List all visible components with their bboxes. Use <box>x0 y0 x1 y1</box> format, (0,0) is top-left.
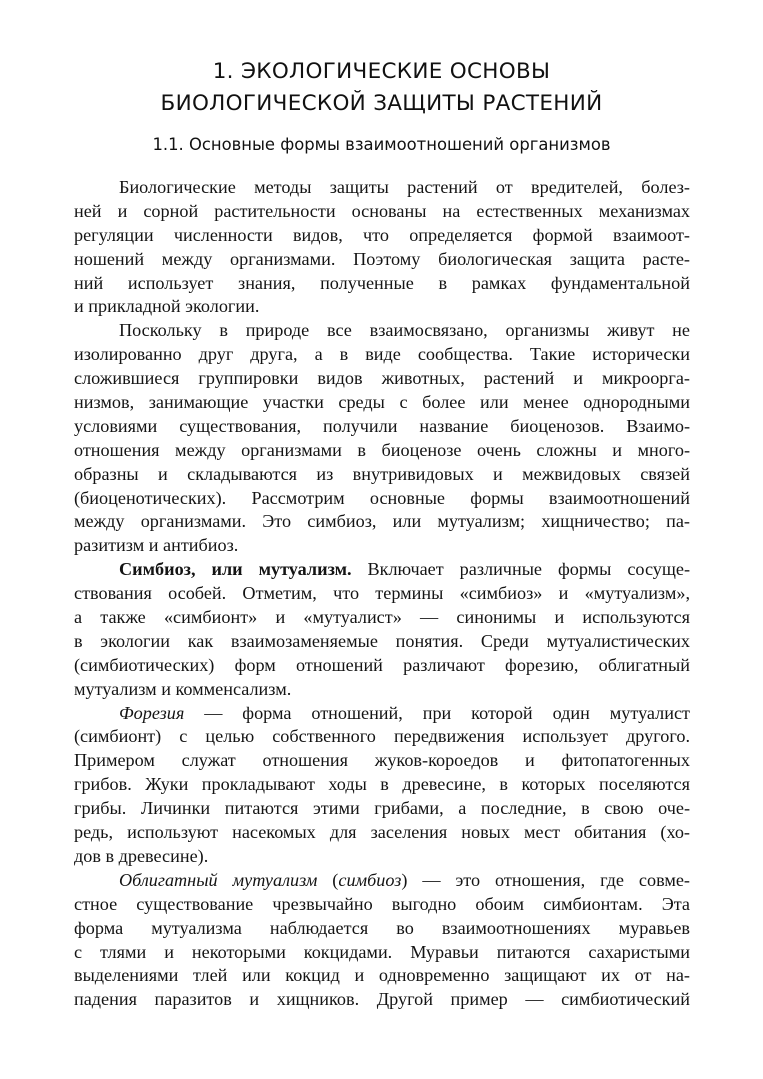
text-line: ствования особей. Отметим, что термины «симбиоз» и «мутуализм», <box>74 583 690 604</box>
text-line: (симбиотических) форм отношений различают форезию, облигатный <box>74 654 690 675</box>
chapter-title-line-1: 1. ЭКОЛОГИЧЕСКИЕ ОСНОВЫ <box>212 59 551 84</box>
text-line: ношений между организмами. Поэтому биологическая защита расте- <box>74 248 690 269</box>
text-line: ней и сорной растительности основаны на естественных механизмах <box>74 200 690 221</box>
text-line: (биоценотических). Рассмотрим основные формы взаимоотношений <box>74 487 690 508</box>
text-line: разитизм и антибиоз. <box>74 535 239 556</box>
text-line: изолированно друг друга, а в виде сообщества. Такие исторически <box>74 344 690 365</box>
text-line: условиями существования, получили название биоценозов. Взаимо- <box>74 415 690 436</box>
text-line: отношения между организмами в биоценозе очень сложны и много- <box>74 439 690 460</box>
text-run: Включает различные формы сосуще- <box>351 559 691 580</box>
text-line: дов в древесине). <box>74 845 209 866</box>
body-text <box>74 176 690 1012</box>
text-line <box>74 869 690 893</box>
text-line: (симбионт) с целью собственного передвижения использует другого. <box>74 726 690 747</box>
text-line: между организмами. Это симбиоз, или мутуализм; хищничество; па- <box>74 511 690 532</box>
text-line: а также «симбионт» и «мутуалист» — синонимы и используются <box>74 607 690 628</box>
text-run: ) — это отношения, где совме- <box>401 869 690 890</box>
text-line: и прикладной экологии. <box>74 296 260 317</box>
text-run: ( <box>317 869 339 890</box>
term-phoresy: Форезия <box>119 702 185 723</box>
text-line: Примером служат отношения жуков-короедов и фитопатогенных <box>74 750 690 771</box>
chapter-title-line-2: БИОЛОГИЧЕСКОЙ ЗАЩИТЫ РАСТЕНИЙ <box>160 91 603 116</box>
text-line: ний использует знания, полученные в рамках фундаментальной <box>74 272 690 293</box>
paragraph-1 <box>74 176 690 319</box>
text-line: мутуализм и комменсализм. <box>74 678 292 699</box>
text-line: грибы. Личинки питаются этими грибами, а последние, в свою оче- <box>74 798 690 819</box>
text-line: регуляции численности видов, что определяется формой взаимоот- <box>74 224 690 245</box>
text-line: Поскольку в природе все взаимосвязано, организмы живут не <box>119 320 690 341</box>
text-line: сложившиеся группировки видов животных, растений и микроорга- <box>74 368 690 389</box>
text-line: Биологические методы защиты растений от вредителей, болез- <box>119 177 690 197</box>
paragraph-5 <box>74 869 690 1012</box>
term-symbiosis-italic: симбиоз <box>338 869 402 890</box>
section-title: 1.1. Основные формы взаимоотношений организмов <box>152 135 611 154</box>
text-line: падения паразитов и хищников. Другой пример — симбиотический <box>74 989 690 1010</box>
text-line <box>74 702 690 726</box>
term-obligate-mutualism: Облигатный мутуализм <box>119 869 318 890</box>
paragraph-2 <box>74 319 690 558</box>
text-line: стное существование чрезвычайно выгодно обоим симбионтам. Эта <box>74 893 690 914</box>
text-line: образны и складываются из внутривидовых и межвидовых связей <box>74 463 690 484</box>
text-line: форма мутуализма наблюдается во взаимоотношениях муравьев <box>74 917 690 938</box>
text-line: редь, используют насекомых для заселения новых мест обитания (хо- <box>74 822 690 843</box>
text-line: выделениями тлей или кокцид и одновременно защищают их от на- <box>74 965 690 986</box>
text-line: низмов, занимающие участки среды с более или менее однородными <box>74 392 690 413</box>
text-run: — форма отношений, при которой один мутуалист <box>184 702 690 723</box>
text-line: с тлями и некоторыми кокцидами. Муравьи питаются сахаристыми <box>74 941 690 962</box>
paragraph-3 <box>74 558 690 701</box>
term-symbiosis: Симбиоз, или мутуализм. <box>119 559 352 580</box>
paragraph-4 <box>74 702 690 869</box>
text-line: в экологии как взаимозаменяемые понятия. Среди мутуалистических <box>74 630 690 651</box>
text-line <box>74 558 690 582</box>
chapter-title <box>60 56 703 120</box>
text-line: грибов. Жуки прокладывают ходы в древесине, в которых поселяются <box>74 774 690 795</box>
